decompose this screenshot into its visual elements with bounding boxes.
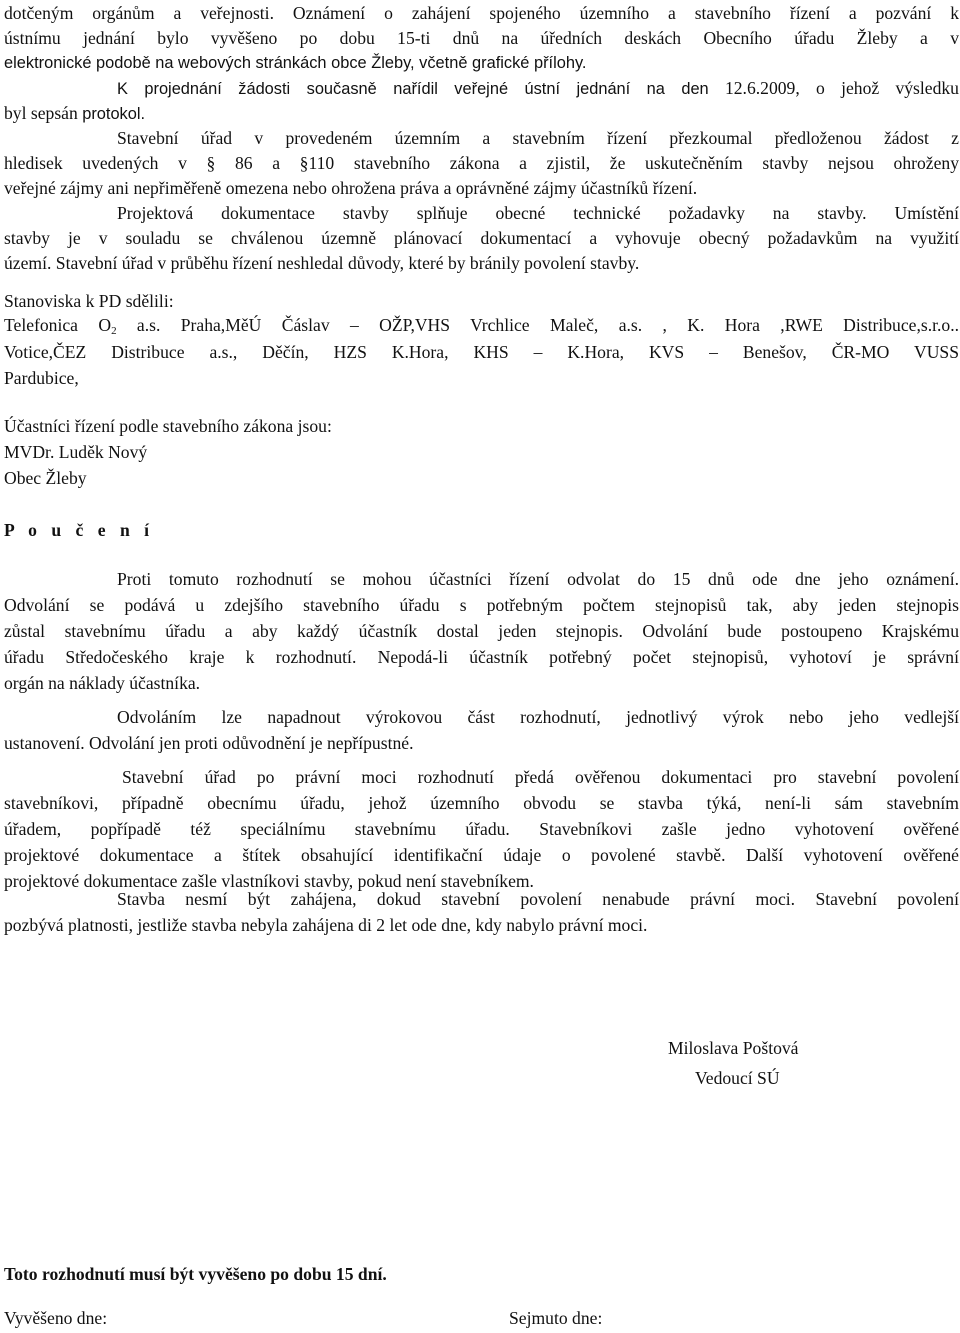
docs-line-1: Projektová dokumentace stavby splňuje obecné technické požadavky na stavby. Umístění	[117, 203, 959, 223]
handover-line: úřadem, popřípadě též speciálnímu stavebnímu úřadu. Stavebníkovi zašle jedno vyhotovení ověřené	[4, 819, 959, 839]
appeal-line: zůstal stavebnímu úřadu a aby každý účastník dostal jeden stejnopis. Odvolání bude postoupeno Krajskému	[4, 621, 959, 641]
posting-notice: Toto rozhodnutí musí být vyvěšeno po dobu 15 dní.	[4, 1264, 387, 1284]
docs-line-3: území. Stavební úřad v průběhu řízení neshledal důvody, které by bránily povolení stavby.	[4, 253, 640, 273]
opinion-rest-line-1: a.s. Praha,MěÚ Čáslav – OŽP,VHS Vrchlice Maleč, a.s. , K. Hora ,RWE Distribuce,s.r.o..	[116, 315, 959, 335]
opinions-heading: Stanoviska k PD sdělili:	[4, 291, 174, 311]
appeal-scope-line: ustanovení. Odvolání jen proti odůvodnění je nepřípustné.	[4, 733, 414, 753]
opinions-line-3: Pardubice,	[4, 368, 79, 388]
review-line-1: Stavební úřad v provedeném územním a stavebním řízení přezkoumal předloženou žádost z	[117, 128, 959, 148]
intro-line-3: elektronické podobě na webových stránkách obce Žleby, včetně grafické přílohy.	[4, 54, 587, 72]
appeal-line: Odvolání se podává u zdejšího stavebního úřadu s potřebným počtem stejnopisů tak, aby jeden stejnopis	[4, 595, 959, 615]
opinions-line-2: Votice,ČEZ Distribuce a.s., Děčín, HZS K.Hora, KHS – K.Hora, KVS – Benešov, ČR-MO VUSS	[4, 342, 959, 362]
hearing-text: K projednání žádosti současně nařídil veřejné ústní jednání na den	[117, 80, 709, 98]
handover-line: stavebníkovi, případně obecnímu úřadu, jehož územního obvodu se stavba týká, není-li sám stavebním	[4, 793, 959, 813]
hearing-date: 12.6.2009, o jehož výsledku	[724, 78, 959, 98]
instruction-heading: P o u č e n í	[4, 520, 155, 540]
handover-line: Stavební úřad po právní moci rozhodnutí předá ověřenou dokumentaci pro stavební povolení	[122, 767, 959, 787]
intro-line-1: dotčeným orgánům a veřejnosti. Oznámení o zahájení spojeného územního a stavebního řízení a pozvání k	[4, 3, 959, 23]
intro-line-4	[117, 76, 959, 100]
appeal-line: úřadu Středočeského kraje k rozhodnutí. Nepodá-li účastník potřebný počet stejnopisů, vyhotoví je správní	[4, 647, 959, 667]
signatory-title: Vedoucí SÚ	[695, 1068, 780, 1088]
handover-line: projektové dokumentace zašle vlastníkovi stavby, pokud není stavebníkem.	[4, 871, 534, 891]
posted-date-label: Vyvěšeno dne:	[4, 1308, 108, 1328]
handover-line: projektové dokumentace a štítek obsahující identifikační údaje o povolené stavbě. Další vyhotovení ověřené	[4, 845, 959, 865]
removed-date-label: Sejmuto dne:	[509, 1308, 603, 1328]
participant-item: Obec Žleby	[4, 468, 87, 488]
signatory-name: Miloslava Poštová	[668, 1038, 799, 1058]
docs-line-2: stavby je v souladu se chválenou územně plánovací dokumentací a vyhovuje obecný požadavkům na využití	[4, 228, 959, 248]
review-line-3: veřejné zájmy ani nepřiměřeně omezena nebo ohrožena práva a oprávněné zájmy účastníků řízení.	[4, 178, 698, 198]
participant-item: MVDr. Luděk Nový	[4, 442, 148, 462]
appeal-line: orgán na náklady účastníka.	[4, 673, 201, 693]
opinion-telefonica: Telefonica O	[4, 315, 112, 335]
review-line-2: hledisek uvedených v § 86 a §110 stavebního zákona a zjistil, že uskutečněním stavby nejsou ohroženy	[4, 153, 959, 173]
intro-line-5	[4, 101, 145, 125]
validity-line: pozbývá platnosti, jestliže stavba nebyla zahájena di 2 let ode dne, kdy nabylo právní moci.	[4, 915, 648, 935]
appeal-line: Proti tomuto rozhodnutí se mohou účastníci řízení odvolat do 15 dnů ode dne jeho oznámení.	[117, 569, 959, 589]
validity-line: Stavba nesmí být zahájena, dokud stavební povolení nenabude právní moci. Stavební povolení	[117, 889, 959, 909]
intro-line-2: ústnímu jednání bylo vyvěšeno po dobu 15-ti dnů na úředních deskách Obecního úřadu Žleby a v	[4, 28, 959, 48]
participants-heading: Účastníci řízení podle stavebního zákona jsou:	[4, 416, 332, 436]
protocol-text-b: protokol.	[82, 105, 146, 123]
protocol-text-a: byl sepsán	[4, 103, 78, 123]
appeal-scope-line: Odvoláním lze napadnout výrokovou část rozhodnutí, jednotlivý výrok nebo jeho vedlejší	[117, 707, 959, 727]
subscript-2: 2	[111, 325, 117, 337]
opinions-line-1	[4, 313, 959, 337]
